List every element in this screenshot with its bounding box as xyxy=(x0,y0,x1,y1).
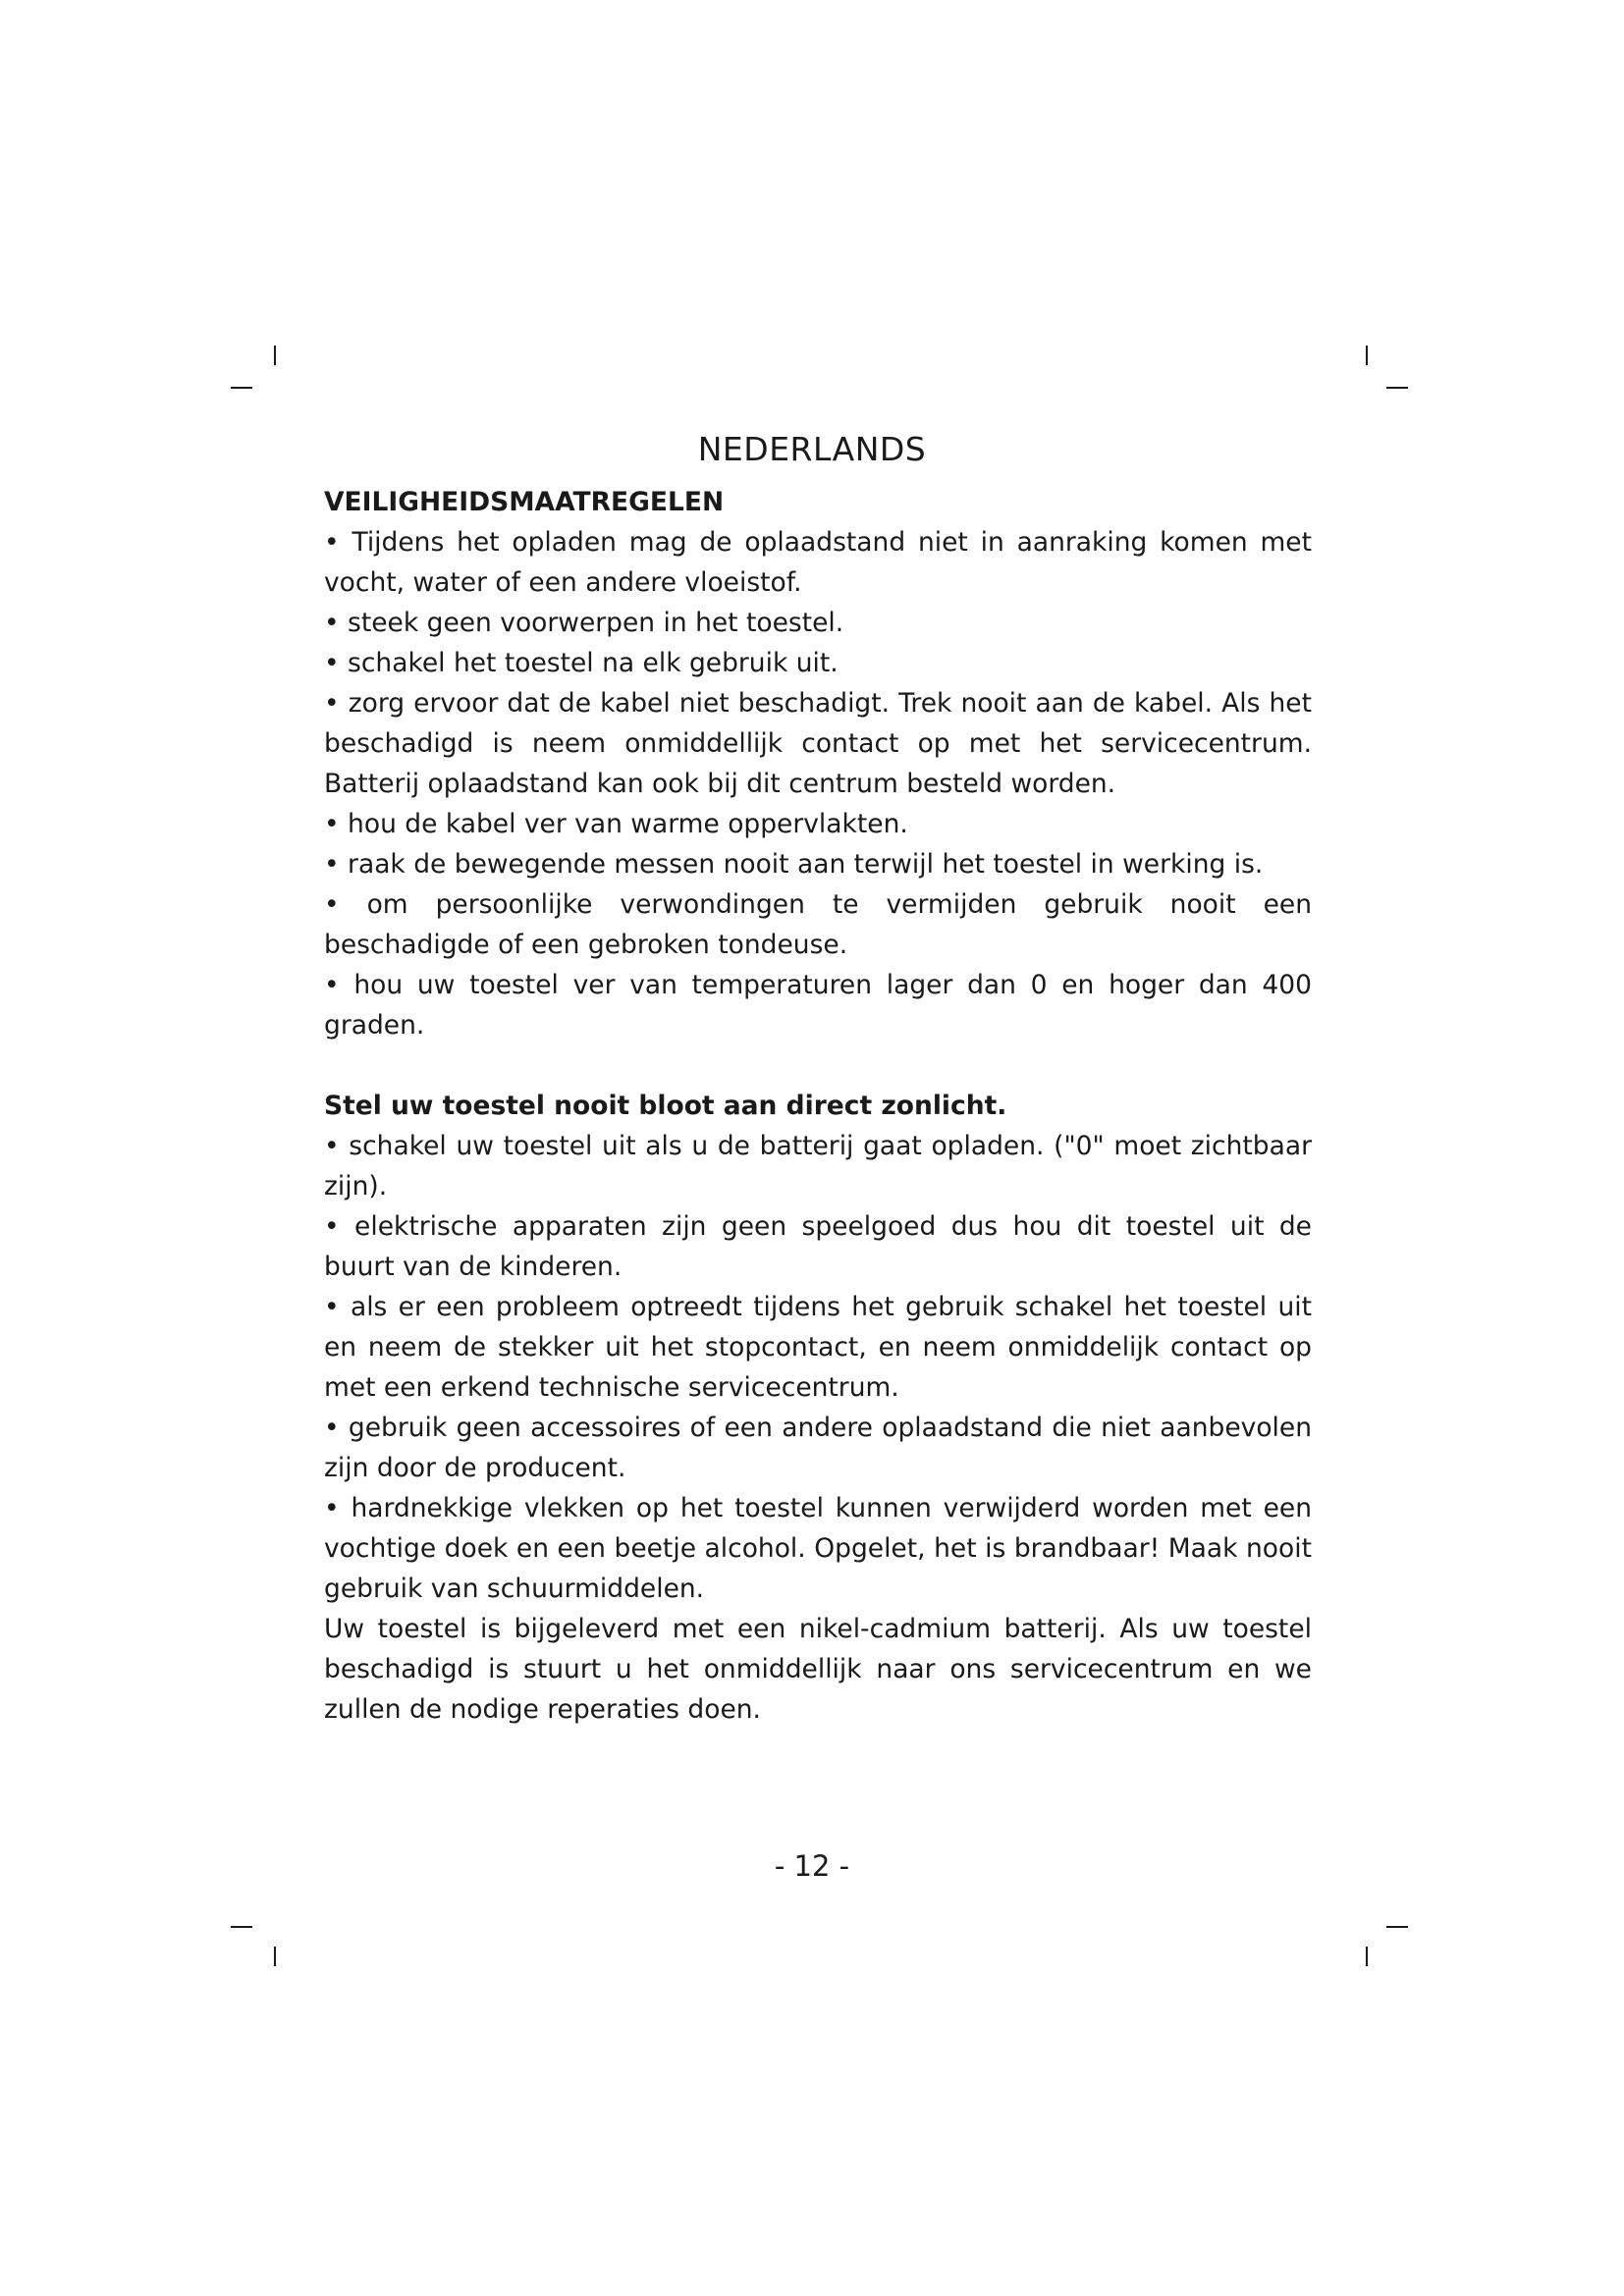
list-item: • steek geen voorwerpen in het toestel. xyxy=(324,608,844,638)
closing-paragraph: Uw toestel is bijgeleverd met een nikel-cadmium batterij. Als uw toestel beschadigd is stuurt u het onmiddellijk naar ons servicecentrum en we zullen de nodige reperaties doen. xyxy=(324,1614,1312,1725)
page-number: - 12 - xyxy=(774,1849,850,1883)
list-item: • hou uw toestel ver van temperaturen lager dan 0 en hoger dan 400 graden. xyxy=(324,970,1312,1041)
section-heading-safety: VEILIGHEIDSMAATREGELEN xyxy=(324,487,725,517)
crop-mark-top-right-horizontal xyxy=(1386,387,1408,389)
page-title: NEDERLANDS xyxy=(697,430,927,468)
list-item: • hardnekkige vlekken op het toestel kunnen verwijderd worden met een vochtige doek en een beetje alcohol. Opgelet, het is brandbaar! Maak nooit gebruik van schuurmiddelen. xyxy=(324,1493,1312,1604)
crop-mark-bottom-left-horizontal xyxy=(231,1926,252,1928)
document-body xyxy=(324,482,1312,1730)
list-item: • hou de kabel ver van warme oppervlakten. xyxy=(324,809,908,839)
crop-mark-top-left-vertical xyxy=(274,346,276,365)
list-item: • als er een probleem optreedt tijdens het gebruik schakel het toestel uit en neem de stekker uit het stopcontact, en neem onmiddelijk contact op met een erkend technische servicecentrum. xyxy=(324,1292,1312,1403)
crop-mark-top-right-vertical xyxy=(1366,346,1368,365)
list-item: • raak de bewegende messen nooit aan terwijl het toestel in werking is. xyxy=(324,849,1264,880)
crop-mark-bottom-right-vertical xyxy=(1366,1947,1368,1966)
list-item: • elektrische apparaten zijn geen speelgoed dus hou dit toestel uit de buurt van de kinderen. xyxy=(324,1211,1312,1282)
list-item: • om persoonlijke verwondingen te vermijden gebruik nooit een beschadigde of een gebroken tondeuse. xyxy=(324,889,1312,960)
list-item: • zorg ervoor dat de kabel niet beschadigt. Trek nooit aan de kabel. Als het beschadigd is neem onmiddellijk contact op met het servicecentrum. Batterij oplaadstand kan ook bij dit centrum besteld worden. xyxy=(324,688,1312,799)
list-item: • Tijdens het opladen mag de oplaadstand niet in aanraking komen met vocht, water of een andere vloeistof. xyxy=(324,527,1312,598)
crop-mark-bottom-left-vertical xyxy=(274,1947,276,1966)
list-item: • gebruik geen accessoires of een andere oplaadstand die niet aanbevolen zijn door de producent. xyxy=(324,1413,1312,1483)
list-item: • schakel het toestel na elk gebruik uit. xyxy=(324,648,839,678)
list-item: • schakel uw toestel uit als u de batterij gaat opladen. ("0" moet zichtbaar zijn). xyxy=(324,1131,1312,1201)
section-spacer xyxy=(324,1045,1312,1086)
crop-mark-bottom-right-horizontal xyxy=(1386,1926,1408,1928)
section-heading-sunlight: Stel uw toestel nooit bloot aan direct zonlicht. xyxy=(324,1091,1007,1121)
crop-mark-top-left-horizontal xyxy=(231,387,252,389)
